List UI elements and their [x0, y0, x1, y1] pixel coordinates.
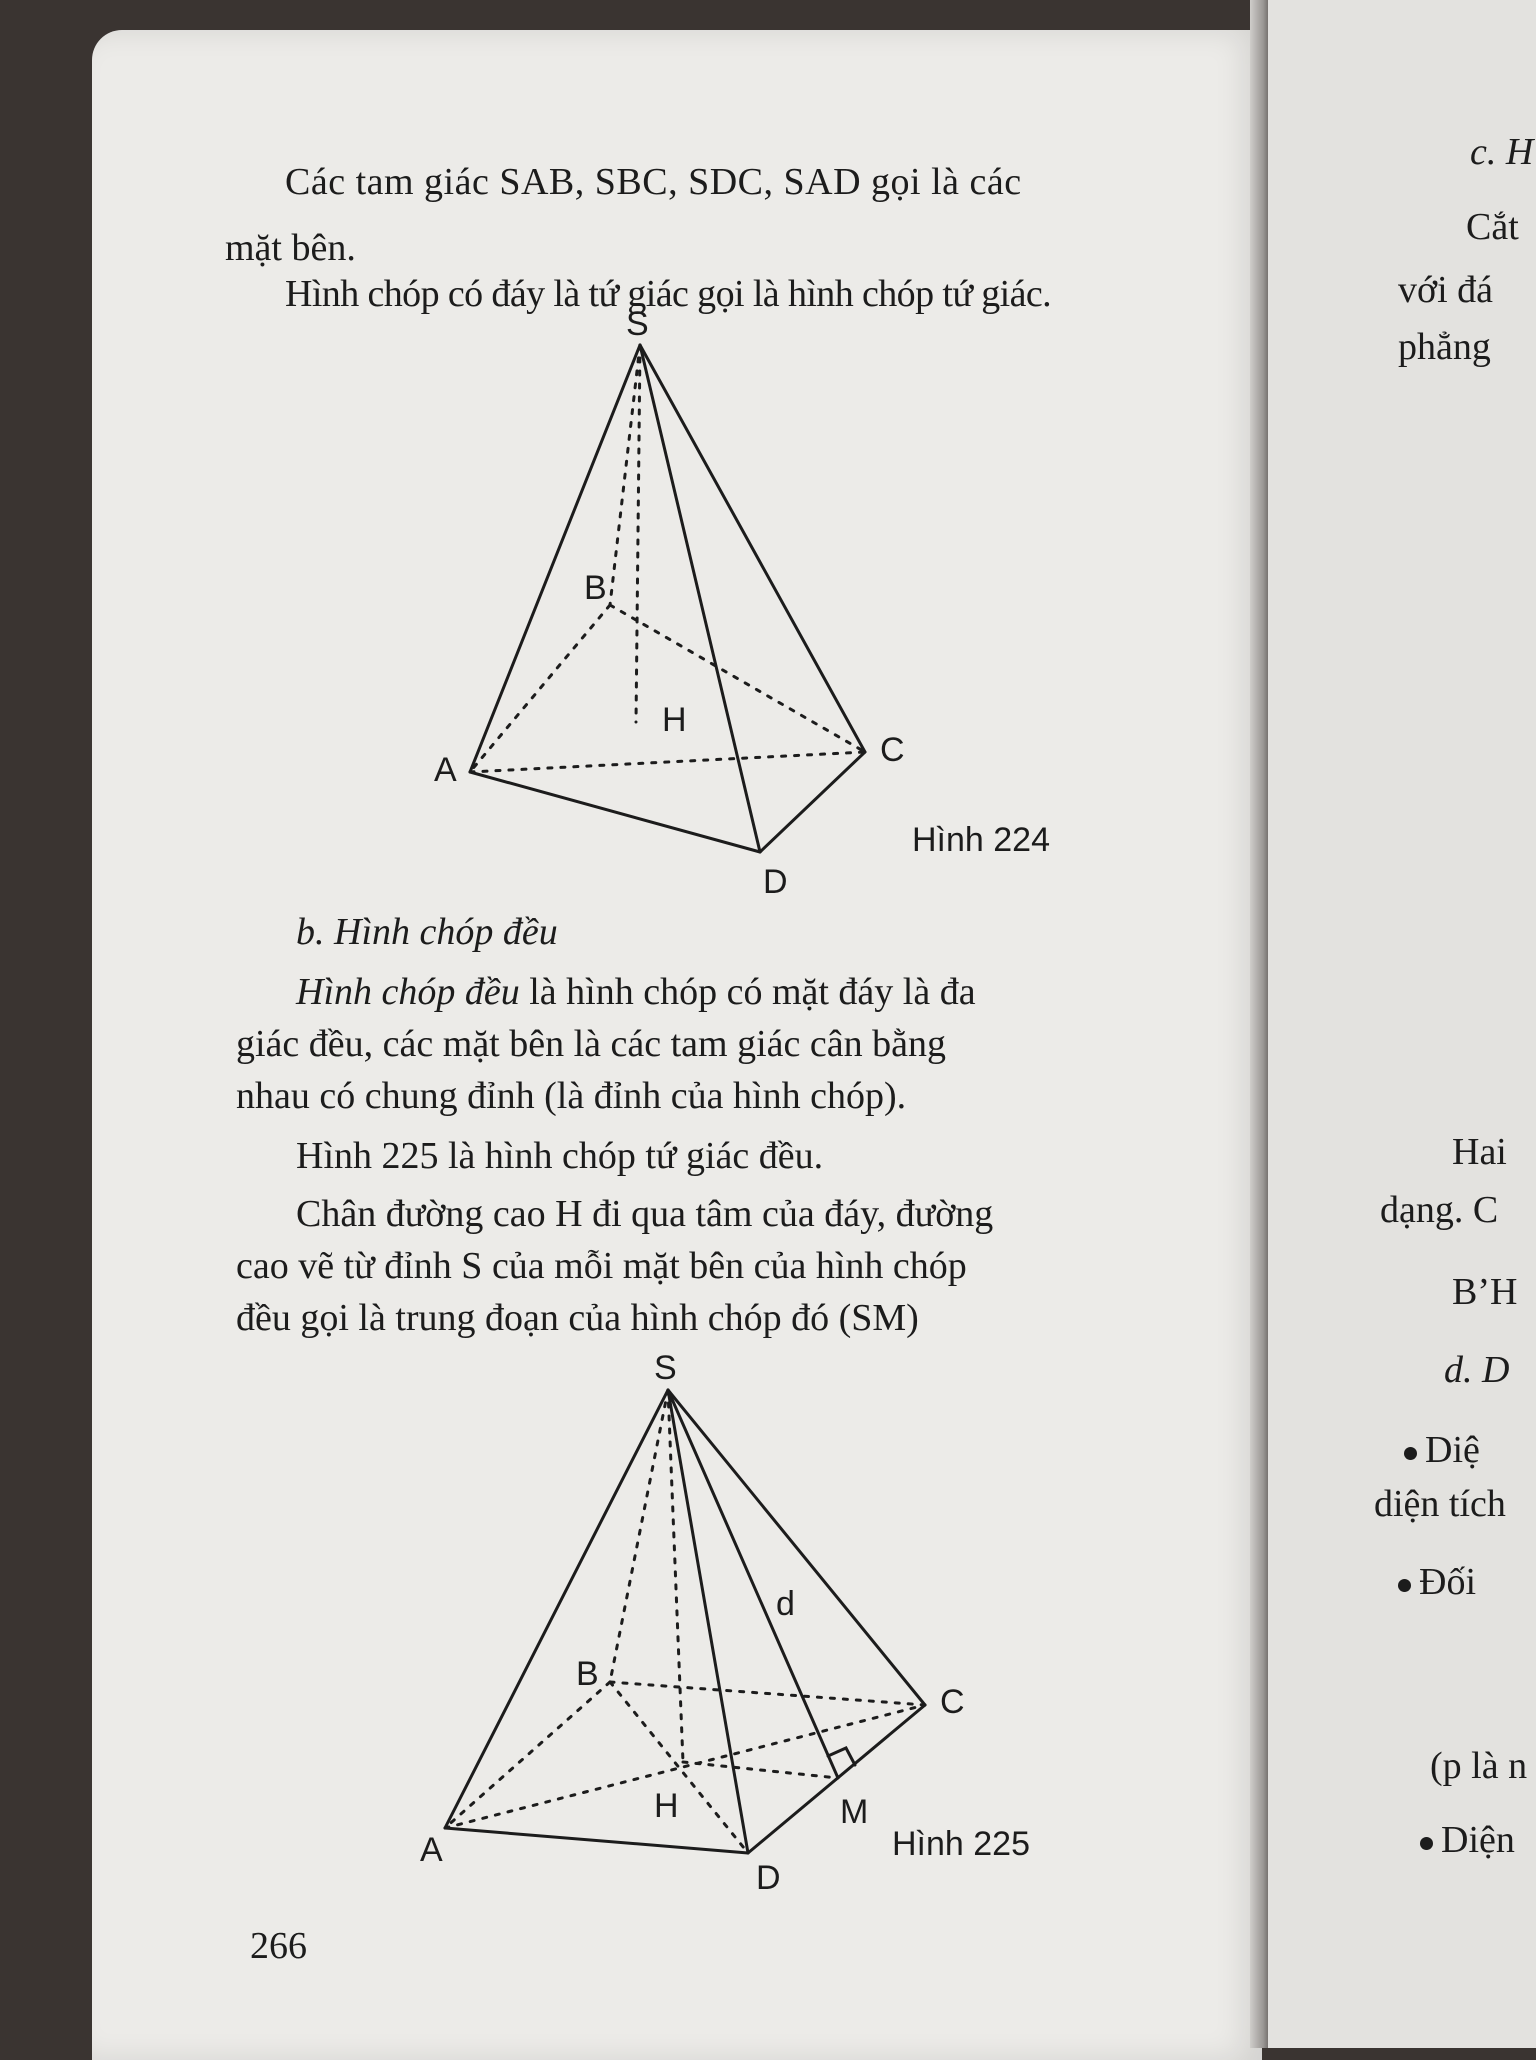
definition-line-1-rest: là hình chóp có mặt đáy là đa: [519, 971, 976, 1013]
right-line-11-text: Đối: [1419, 1561, 1476, 1603]
fig225-label-d: d: [776, 1585, 795, 1623]
definition-line-2: giác đều, các mặt bên là các tam giác cân bằng: [236, 1023, 946, 1065]
fig224-label-S: S: [626, 305, 649, 343]
right-line-6: dạng. C: [1380, 1189, 1499, 1231]
section-b-title: b. Hình chóp đều: [296, 911, 558, 953]
fig224-label-C: C: [880, 731, 905, 769]
fig225-label-H: H: [654, 1787, 679, 1825]
definition-term: Hình chóp đều: [296, 971, 520, 1013]
fig225-label-D: D: [756, 1859, 781, 1897]
right-line-3: với đá: [1398, 269, 1494, 311]
bullet-icon: [1404, 1447, 1417, 1460]
foot-paragraph-line-3: đều gọi là trung đoạn của hình chóp đó (SM): [236, 1297, 919, 1339]
fig225-label-A: A: [420, 1831, 443, 1869]
fig224-caption: Hình 224: [912, 821, 1050, 859]
right-line-9: [1404, 1428, 1480, 1472]
definition-line-3: nhau có chung đỉnh (là đỉnh của hình chóp).: [236, 1075, 907, 1117]
fig225-label-C: C: [940, 1683, 965, 1721]
paragraph-1-line-1: Các tam giác SAB, SBC, SDC, SAD gọi là các: [285, 161, 1022, 203]
bullet-icon: [1398, 1579, 1411, 1592]
right-line-9-text: Diệ: [1425, 1429, 1480, 1471]
fig225-label-S: S: [654, 1349, 677, 1387]
foot-paragraph-line-1: Chân đường cao H đi qua tâm của đáy, đường: [296, 1193, 994, 1235]
right-line-8: d. D: [1444, 1349, 1510, 1391]
fig225-label-B: B: [576, 1655, 599, 1693]
fig225-label-M: M: [840, 1793, 869, 1831]
definition-line-1: [296, 970, 976, 1014]
right-line-2: Cắt: [1466, 206, 1519, 248]
fig224-label-A: A: [434, 751, 457, 789]
paragraph-2: Hình chóp có đáy là tứ giác gọi là hình chóp tứ giác.: [285, 273, 1052, 315]
bullet-icon: [1420, 1837, 1433, 1850]
page-number: 266: [250, 1925, 307, 1967]
paragraph-1-line-2: mặt bên.: [225, 227, 356, 269]
fig224-label-B: B: [584, 569, 607, 607]
fig224-label-D: D: [763, 863, 788, 901]
right-line-11: [1398, 1560, 1476, 1604]
fig224-label-H: H: [662, 701, 687, 739]
right-line-7: B’H: [1452, 1271, 1518, 1313]
foot-paragraph-line-2: cao vẽ từ đỉnh S của mỗi mặt bên của hình chóp: [236, 1245, 967, 1287]
right-line-5: Hai: [1452, 1131, 1507, 1173]
right-line-13: [1420, 1818, 1515, 1862]
right-line-12: (p là n: [1430, 1745, 1528, 1787]
right-line-10: diện tích: [1374, 1483, 1506, 1525]
right-line-1: c. H: [1470, 131, 1534, 173]
paragraph-225: Hình 225 là hình chóp tứ giác đều.: [296, 1135, 824, 1177]
fig225-caption: Hình 225: [892, 1825, 1030, 1863]
right-line-4: phẳng: [1398, 326, 1491, 368]
right-line-13-text: Diện: [1441, 1819, 1515, 1861]
